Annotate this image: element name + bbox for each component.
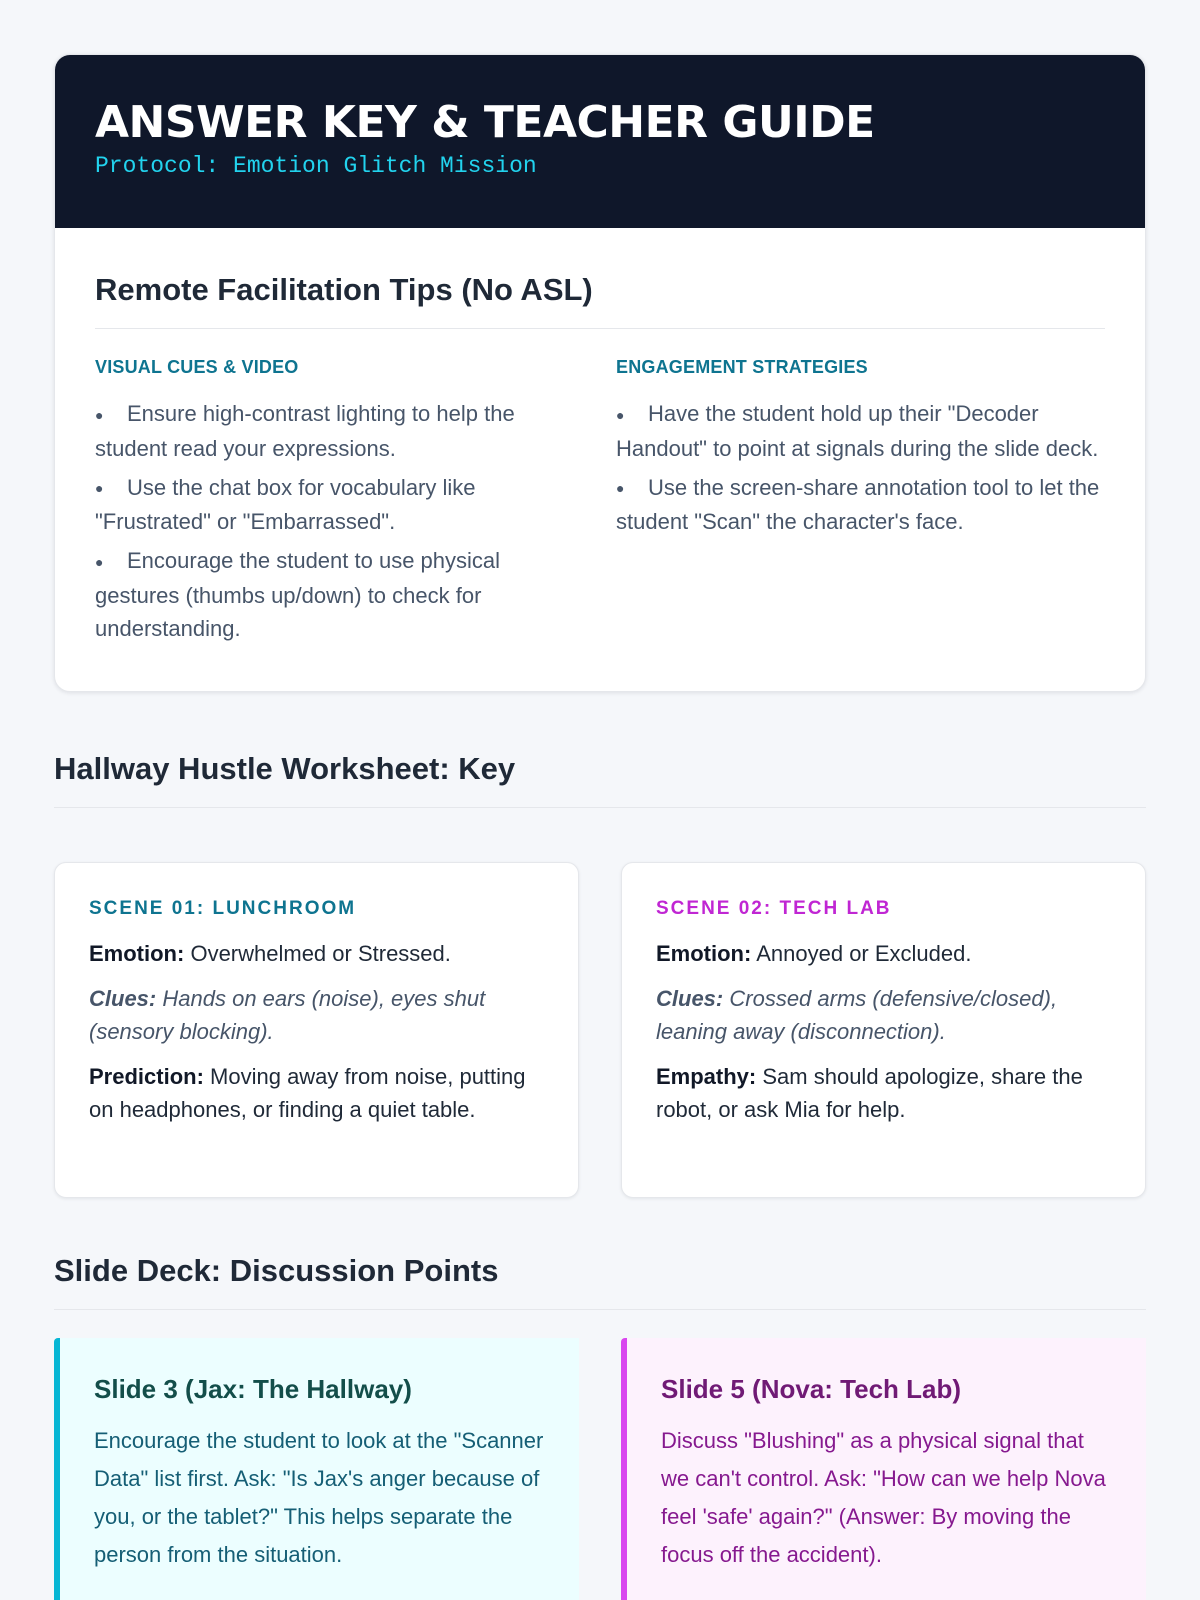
bullet-icon: ● (95, 554, 104, 571)
empathy-value: Sam should apologize, share the robot, or ask Mia for help. (656, 1064, 1083, 1123)
slide-card-nova (621, 1338, 1146, 1600)
emotion-value: Annoyed or Excluded. (756, 941, 972, 967)
tips-list (616, 397, 1105, 538)
tip-item (616, 471, 1105, 539)
tip-text: Use the screen-share annotation tool to let the student "Scan" the character's face. (616, 474, 1100, 535)
page-title: ANSWER KEY & TEACHER GUIDE (95, 97, 875, 148)
tips-column-engagement (616, 355, 1105, 651)
scene-card-tech-lab (621, 862, 1146, 1198)
clues-value: Crossed arms (defensive/closed), leaning away (disconnection). (656, 986, 1058, 1045)
tip-item (95, 544, 584, 645)
tip-item (616, 397, 1105, 465)
tips-columns (95, 355, 1105, 651)
tips-column-heading: VISUAL CUES & VIDEO (95, 357, 299, 377)
scene-emotion (89, 937, 544, 970)
prediction-value: Moving away from noise, putting on headphones, or finding a quiet table. (89, 1064, 526, 1123)
bullet-icon: ● (616, 406, 625, 423)
emotion-label: Emotion: (89, 941, 185, 967)
guide-header (55, 55, 1145, 228)
clues-label: Clues: (89, 986, 157, 1012)
scene-clues (89, 982, 544, 1048)
scene-cards (54, 862, 1146, 1198)
tip-text: Ensure high-contrast lighting to help the student read your expressions. (95, 401, 515, 461)
tip-text: Encourage the student to use physical gestures (thumbs up/down) to check for understanding. (95, 548, 501, 642)
tip-text: Have the student hold up their "Decoder Handout" to point at signals during the slide deck. (616, 401, 1099, 461)
scene-clues (656, 982, 1111, 1048)
emotion-label: Emotion: (656, 941, 752, 967)
bullet-icon: ● (95, 480, 104, 497)
scene-prediction (89, 1060, 544, 1126)
scene-card-lunchroom (54, 862, 579, 1198)
tips-column-heading: ENGAGEMENT STRATEGIES (616, 357, 868, 377)
slide-cards (54, 1338, 1146, 1600)
bullet-icon: ● (95, 406, 104, 423)
guide-card (54, 54, 1146, 692)
clues-value: Hands on ears (noise), eyes shut (sensory blocking). (89, 986, 486, 1045)
slide-title: Slide 3 (Jax: The Hallway) (94, 1374, 412, 1405)
scene-label: SCENE 02: TECH LAB (656, 898, 892, 920)
protocol-subtitle: Protocol: Emotion Glitch Mission (95, 153, 537, 179)
clues-label: Clues: (656, 986, 724, 1012)
slide-discussion-text: Discuss "Blushing" as a physical signal that we can't control. Ask: "How can we help Nova feel 'safe' again?" (Answer: By moving the focus off the accident). (661, 1428, 1106, 1568)
tips-title: Remote Facilitation Tips (No ASL) (95, 270, 1105, 329)
tips-section (55, 228, 1145, 691)
slide-card-jax (54, 1338, 579, 1600)
slide-discussion-text: Encourage the student to look at the "Scanner Data" list first. Ask: "Is Jax's anger because of you, or the tablet?" This helps separate the person from the situation. (94, 1428, 544, 1568)
tip-text: Use the chat box for vocabulary like "Frustrated" or "Embarrassed". (95, 474, 476, 535)
tips-list (95, 397, 584, 645)
tips-column-visual (95, 355, 584, 651)
emotion-value: Overwhelmed or Stressed. (190, 941, 451, 967)
bullet-icon: ● (616, 480, 625, 497)
tip-item (95, 471, 584, 539)
scene-emotion (656, 937, 1111, 970)
tip-item (95, 397, 584, 465)
scene-label: SCENE 01: LUNCHROOM (89, 898, 357, 920)
worksheet-section-title: Hallway Hustle Worksheet: Key (54, 749, 1146, 808)
empathy-label: Empathy: (656, 1064, 757, 1090)
slide-title: Slide 5 (Nova: Tech Lab) (661, 1374, 962, 1405)
prediction-label: Prediction: (89, 1064, 204, 1090)
scene-empathy (656, 1060, 1111, 1126)
slides-section-title: Slide Deck: Discussion Points (54, 1251, 1146, 1310)
